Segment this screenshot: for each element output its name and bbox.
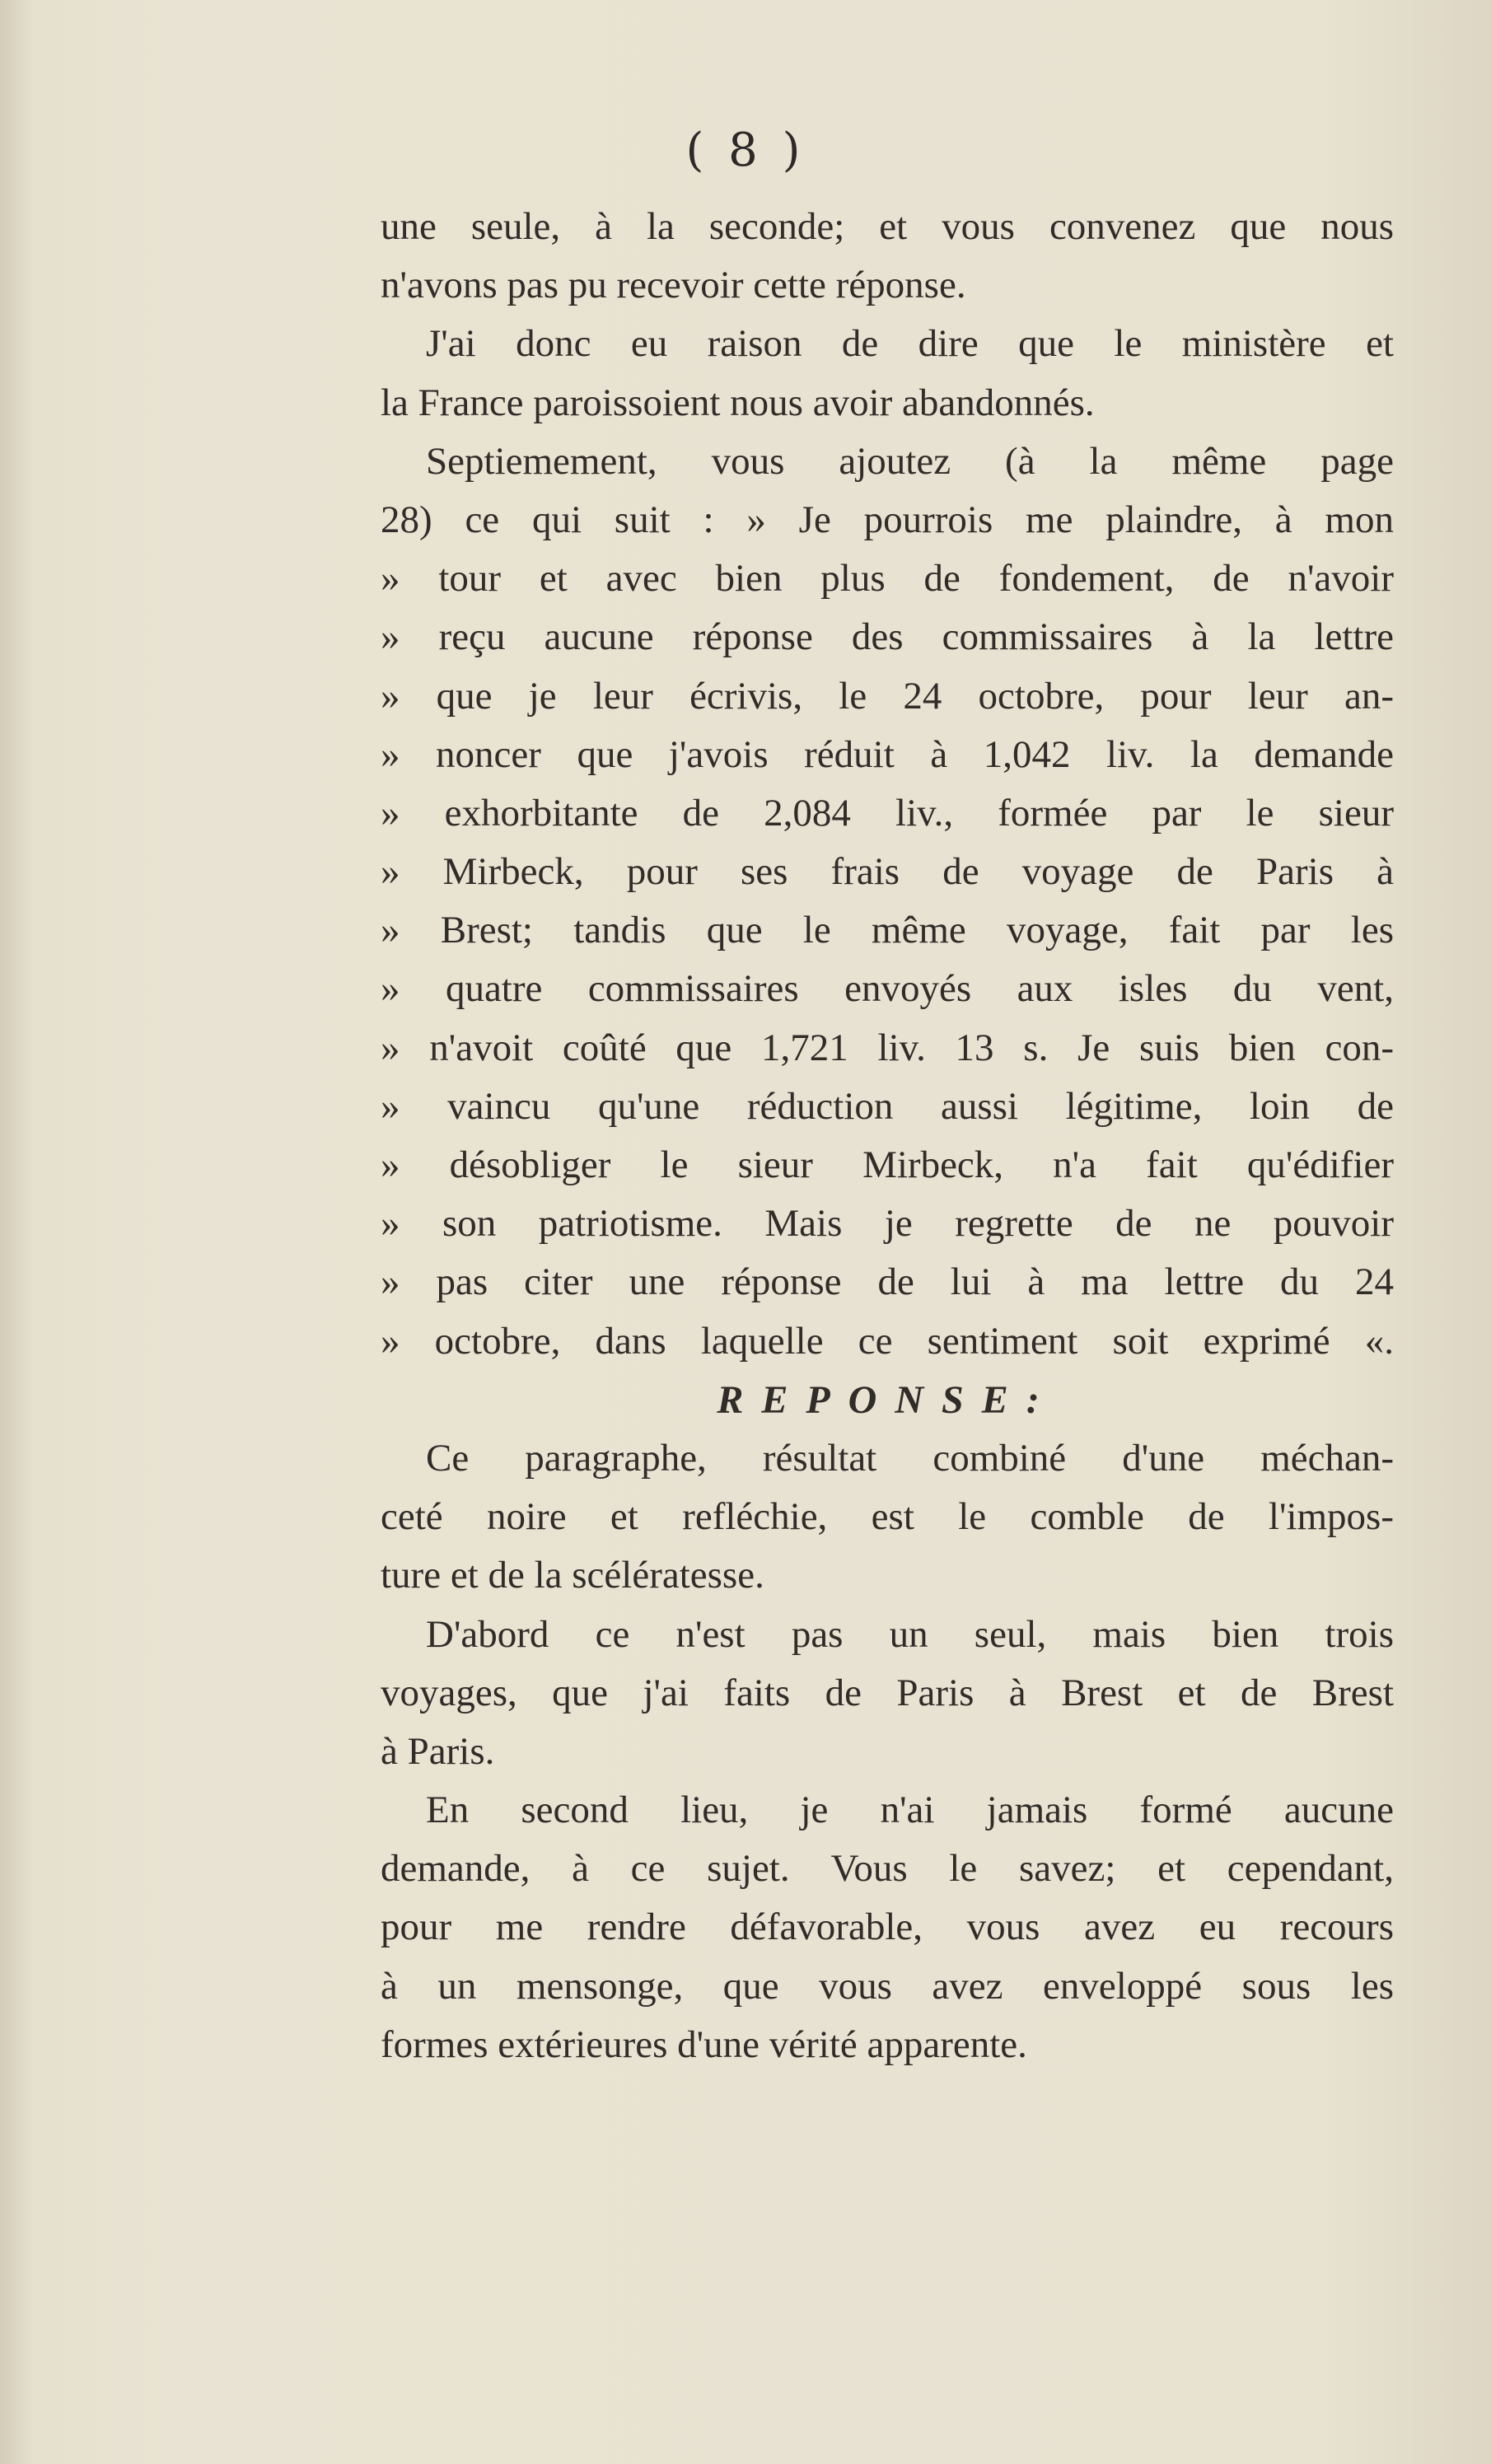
text-line: Ce paragraphe, résultat combiné d'une méchan- — [426, 1436, 1394, 1480]
text-line: formes extérieures d'une vérité apparente. — [381, 2022, 1027, 2066]
text-line: » Mirbeck, pour ses frais de voyage de Paris à — [381, 850, 1394, 894]
text-line: » pas citer une réponse de lui à ma lettre du 24 — [381, 1260, 1394, 1304]
text-line: à Paris. — [381, 1729, 495, 1773]
text-line: » désobliger le sieur Mirbeck, n'a fait qu'édifier — [381, 1143, 1394, 1186]
text-line: 28) ce qui suit : » Je pourrois me plaindre, à mon — [381, 498, 1394, 541]
text-line: » octobre, dans laquelle ce sentiment soit exprimé «. — [381, 1319, 1394, 1363]
text-line: la France paroissoient nous avoir abandonnés. — [381, 381, 1095, 424]
text-line: » quatre commissaires envoyés aux isles du vent, — [381, 967, 1394, 1011]
text-line: J'ai donc eu raison de dire que le ministère et — [426, 322, 1394, 366]
text-line: En second lieu, je n'ai jamais formé aucune — [426, 1788, 1394, 1832]
text-line: » vaincu qu'une réduction aussi légitime, loin de — [381, 1084, 1394, 1128]
text-line: n'avons pas pu recevoir cette réponse. — [381, 264, 966, 307]
body-text — [381, 198, 1394, 2074]
text-line: une seule, à la seconde; et vous convenez que nous — [381, 205, 1394, 248]
text-line: » tour et avec bien plus de fondement, de n'avoir — [381, 557, 1394, 601]
text-line: » n'avoit coûté que 1,721 liv. 13 s. Je suis bien con- — [381, 1026, 1394, 1069]
text-line: voyages, que j'ai faits de Paris à Brest et de Brest — [381, 1671, 1394, 1714]
text-line: à un mensonge, que vous avez enveloppé sous les — [381, 1964, 1394, 2008]
text-line: demande, à ce sujet. Vous le savez; et cependant, — [381, 1847, 1394, 1891]
text-line: ceté noire et refléchie, est le comble de l'impos- — [381, 1495, 1394, 1539]
text-line: » reçu aucune réponse des commissaires à la lettre — [381, 615, 1394, 659]
text-line: Septiemement, vous ajoutez (à la même page — [426, 439, 1394, 483]
page-number: ( 8 ) — [685, 124, 806, 177]
text-line: » noncer que j'avois réduit à 1,042 liv. la demande — [381, 732, 1394, 776]
text-line: ture et de la scélératesse. — [381, 1554, 764, 1597]
text-line: » son patriotisme. Mais je regrette de ne pouvoir — [381, 1202, 1394, 1246]
text-line: pour me rendre défavorable, vous avez eu recours — [381, 1905, 1394, 1949]
text-line: » que je leur écrivis, le 24 octobre, pour leur an- — [381, 674, 1394, 718]
section-heading: REPONSE: — [717, 1377, 1058, 1422]
text-line: » exhorbitante de 2,084 liv., formée par le sieur — [381, 791, 1394, 835]
text-line: D'abord ce n'est pas un seul, mais bien trois — [426, 1612, 1394, 1656]
text-line: » Brest; tandis que le même voyage, fait par les — [381, 909, 1394, 952]
